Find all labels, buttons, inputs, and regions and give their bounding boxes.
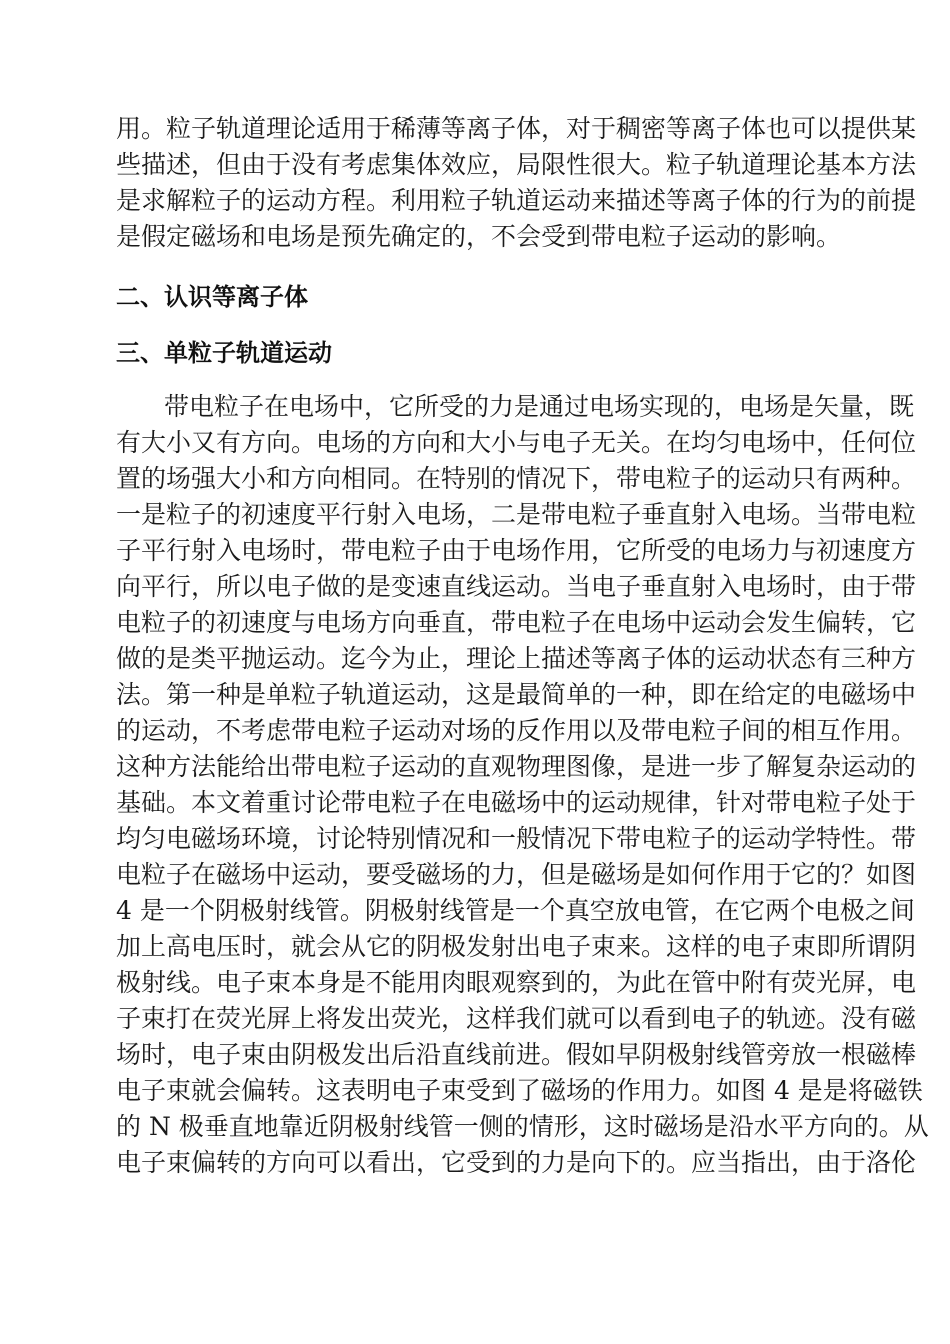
- paragraph-2-line-6: 向平行，所以电子做的是变速直线运动。当电子垂直射入电场时，由于带: [116, 572, 917, 601]
- paragraph-1-line-1: 用。粒子轨道理论适用于稀薄等离子体，对于稠密等离子体也可以提供某: [116, 114, 917, 143]
- paragraph-2-line-8: 做的是类平抛运动。迄今为止，理论上描述等离子体的运动状态有三种方: [116, 644, 917, 673]
- paragraph-2-line-3: 置的场强大小和方向相同。在特别的情况下，带电粒子的运动只有两种。: [116, 464, 917, 493]
- paragraph-2-line-10: 的运动，不考虑带电粒子运动对场的反作用以及带电粒子间的相互作用。: [116, 716, 917, 745]
- paragraph-2-line-20: 电子束就会偏转。这表明电子束受到了磁场的作用力。如图 4 是是将磁铁: [116, 1076, 923, 1105]
- paragraph-2-line-18: 子束打在荧光屏上将发出荧光，这样我们就可以看到电子的轨迹。没有磁: [116, 1004, 917, 1033]
- paragraph-2-line-16: 加上高电压时，就会从它的阴极发射出电子束来。这样的电子束即所谓阴: [116, 932, 917, 961]
- paragraph-2-line-14: 电粒子在磁场中运动，要受磁场的力，但是磁场是如何作用于它的？如图: [116, 860, 917, 889]
- paragraph-2-line-9: 法。第一种是单粒子轨道运动，这是最简单的一种，即在给定的电磁场中: [116, 680, 917, 709]
- paragraph-2-line-4: 一是粒子的初速度平行射入电场，二是带电粒子垂直射入电场。当带电粒: [116, 500, 917, 529]
- paragraph-2-line-7: 电粒子的初速度与电场方向垂直，带电粒子在电场中运动会发生偏转，它: [116, 608, 917, 637]
- paragraph-2-line-17: 极射线。电子束本身是不能用肉眼观察到的，为此在管中附有荧光屏，电: [116, 968, 917, 997]
- paragraph-2-line-19: 场时，电子束由阴极发出后沿直线前进。假如早阴极射线管旁放一根磁棒: [116, 1040, 917, 1069]
- paragraph-2-line-22: 电子束偏转的方向可以看出，它受到的力是向下的。应当指出，由于洛伦: [116, 1148, 917, 1177]
- paragraph-2-line-12: 基础。本文着重讨论带电粒子在电磁场中的运动规律，针对带电粒子处于: [116, 788, 917, 817]
- paragraph-2-line-15: 4 是一个阴极射线管。阴极射线管是一个真空放电管，在它两个电极之间: [116, 896, 915, 925]
- paragraph-1-line-4: 是假定磁场和电场是预先确定的，不会受到带电粒子运动的影响。: [116, 222, 842, 251]
- paragraph-2-line-21: 的 N 极垂直地靠近阴极射线管一侧的情形，这时磁场是沿水平方向的。从: [116, 1112, 929, 1141]
- paragraph-1-line-3: 是求解粒子的运动方程。利用粒子轨道运动来描述等离子体的行为的前提: [116, 186, 917, 215]
- paragraph-2-line-1: 带电粒子在电场中，它所受的力是通过电场实现的，电场是矢量，既: [164, 392, 915, 421]
- paragraph-1-line-2: 些描述，但由于没有考虑集体效应，局限性很大。粒子轨道理论基本方法: [116, 150, 917, 179]
- paragraph-2-line-5: 子平行射入电场时，带电粒子由于电场作用，它所受的电场力与初速度方: [116, 536, 917, 565]
- section-heading-2: 二、认识等离子体: [116, 283, 308, 311]
- paragraph-2-line-11: 这种方法能给出带电粒子运动的直观物理图像，是进一步了解复杂运动的: [116, 752, 917, 781]
- paragraph-2-line-13: 均匀电磁场环境，讨论特别情况和一般情况下带电粒子的运动学特性。带: [116, 824, 917, 853]
- paragraph-2-line-2: 有大小又有方向。电场的方向和大小与电子无关。在均匀电场中，任何位: [116, 428, 917, 457]
- section-heading-3: 三、单粒子轨道运动: [116, 339, 332, 367]
